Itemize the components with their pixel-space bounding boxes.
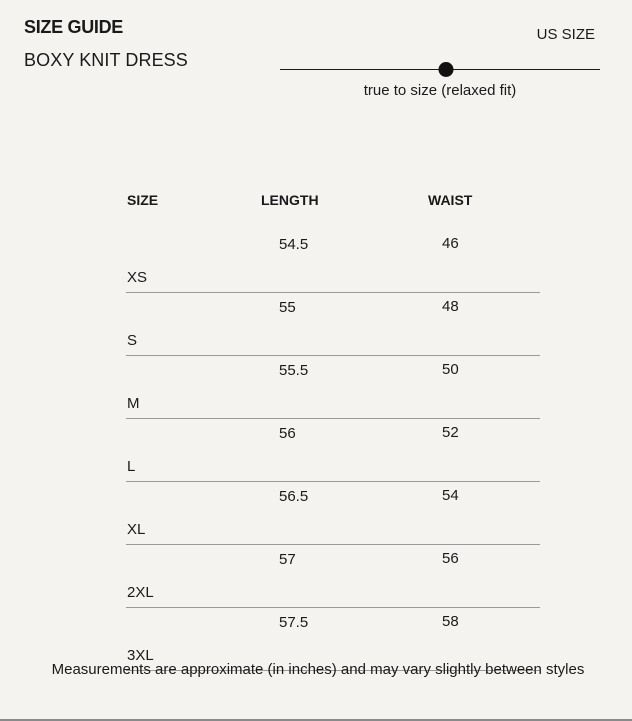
cell-length: 56: [279, 425, 296, 442]
cell-length: 55: [279, 299, 296, 316]
cell-waist: 56: [442, 550, 459, 567]
table-row: [126, 482, 540, 545]
cell-waist: 54: [442, 487, 459, 504]
cell-size: S: [127, 332, 138, 349]
table-row: [126, 230, 540, 293]
header-size: SIZE: [127, 192, 159, 208]
table-header: [126, 190, 540, 230]
fit-label: true to size (relaxed fit): [363, 82, 517, 99]
fit-indicator: [439, 62, 454, 77]
size-table: [126, 190, 540, 671]
fit-scale: [280, 69, 600, 70]
table-row: [126, 419, 540, 482]
cell-size: M: [127, 395, 140, 412]
product-name: BOXY KNIT DRESS: [24, 50, 188, 70]
cell-length: 57: [279, 551, 296, 568]
cell-size: L: [127, 458, 136, 475]
table-row: [126, 545, 540, 608]
table-body: [126, 230, 540, 671]
cell-waist: 50: [442, 361, 459, 378]
cell-waist: 52: [442, 424, 459, 441]
cell-length: 56.5: [279, 488, 309, 505]
footnote: Measurements are approximate (in inches) and may vary slightly between styles: [51, 661, 585, 678]
table-row: [126, 356, 540, 419]
cell-waist: 48: [442, 298, 459, 315]
cell-size: XL: [127, 521, 146, 538]
header-length: LENGTH: [261, 192, 319, 208]
cell-size: 3XL: [127, 647, 154, 664]
cell-size: 2XL: [127, 584, 154, 601]
cell-length: 57.5: [279, 614, 309, 631]
table-row: [126, 293, 540, 356]
page-title: SIZE GUIDE: [24, 17, 124, 37]
cell-size: XS: [127, 269, 148, 286]
cell-length: 54.5: [279, 236, 309, 253]
size-system-label: US SIZE: [536, 26, 595, 43]
header-waist: WAIST: [428, 192, 473, 208]
cell-waist: 46: [442, 235, 459, 252]
cell-waist: 58: [442, 613, 459, 630]
cell-length: 55.5: [279, 362, 309, 379]
